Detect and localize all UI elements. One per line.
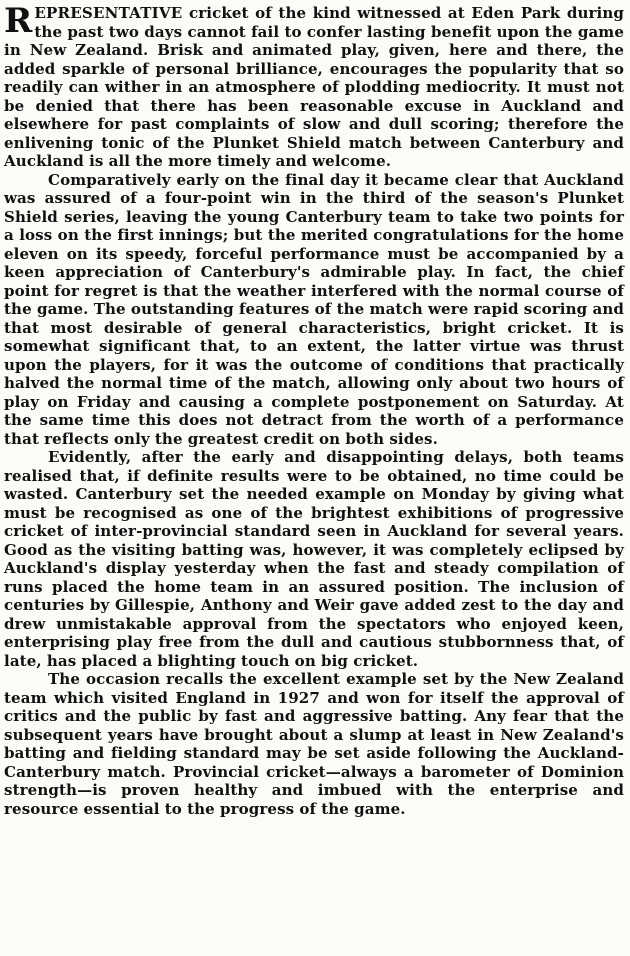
editorial-article (4, 1, 624, 818)
paragraph-1 (4, 1, 624, 171)
paragraph-1-text: cricket of the kind witnessed at Eden Park during the past two days cannot fail to confer lasting benefit upon the game in New Zealand. Brisk and animated play, given, here and there, the added sparkle of personal brilliance, encourages the popularity that so readily can wither in an atmosphere of plodding mediocrity. It must not be denied that there has been reasonable excuse in Auckland and elsewhere for past complaints of slow and dull scoring; therefore the enlivening tonic of the Plunket Shield match between Canterbury and Auckland is all the more timely and welcome. (4, 4, 624, 170)
paragraph-3: Evidently, after the early and disappointing delays, both teams realised that, if definite results were to be obtained, no time could be wasted. Canterbury set the needed example on Monday by giving what must be recognised as one of the brightest exhibitions of progressive cricket of inter-provincial standard seen in Auckland for several years. Good as the visiting batting was, however, it was completely eclipsed by Auckland's display yesterday when the fast and steady compilation of runs placed the home team in an assured position. The inclusion of centuries by Gillespie, Anthony and Weir gave added zest to the day and drew unmistakable approval from the spectators who enjoyed keen, enterprising play free from the dull and cautious stubbornness that, of late, has placed a blighting touch on big cricket. (4, 448, 624, 670)
opening-word-rest: EPRESENTATIVE (34, 4, 183, 22)
paragraph-4: The occasion recalls the excellent example set by the New Zealand team which visited England in 1927 and won for itself the approval of critics and the public by fast and aggressive batting. Any fear that the subsequent years have brought about a slump at least in New Zealand's batting and fielding standard may be set aside following the Auckland-Canterbury match. Provincial cricket—always a barometer of Dominion strength—is proven healthy and imbued with the enterprise and resource essential to the progress of the game. (4, 670, 624, 818)
paragraph-2: Comparatively early on the final day it became clear that Auckland was assured of a four-point win in the third of the season's Plunket Shield series, leaving the young Canterbury team to take two points for a loss on the first innings; but the merited congratulations for the home eleven on its speedy, forceful performance must be accompanied by a keen appreciation of Canterbury's admirable play. In fact, the chief point for regret is that the weather interfered with the normal course of the game. The outstanding features of the match were rapid scoring and that most desirable of general characteristics, bright cricket. It is somewhat significant that, to an extent, the latter virtue was thrust upon the players, for it was the outcome of conditions that practically halved the normal time of the match, allowing only about two hours of play on Friday and causing a complete postponement on Saturday. At the same time this does not detract from the worth of a performance that reflects only the greatest credit on both sides. (4, 170, 624, 448)
drop-cap: R (4, 1, 33, 41)
